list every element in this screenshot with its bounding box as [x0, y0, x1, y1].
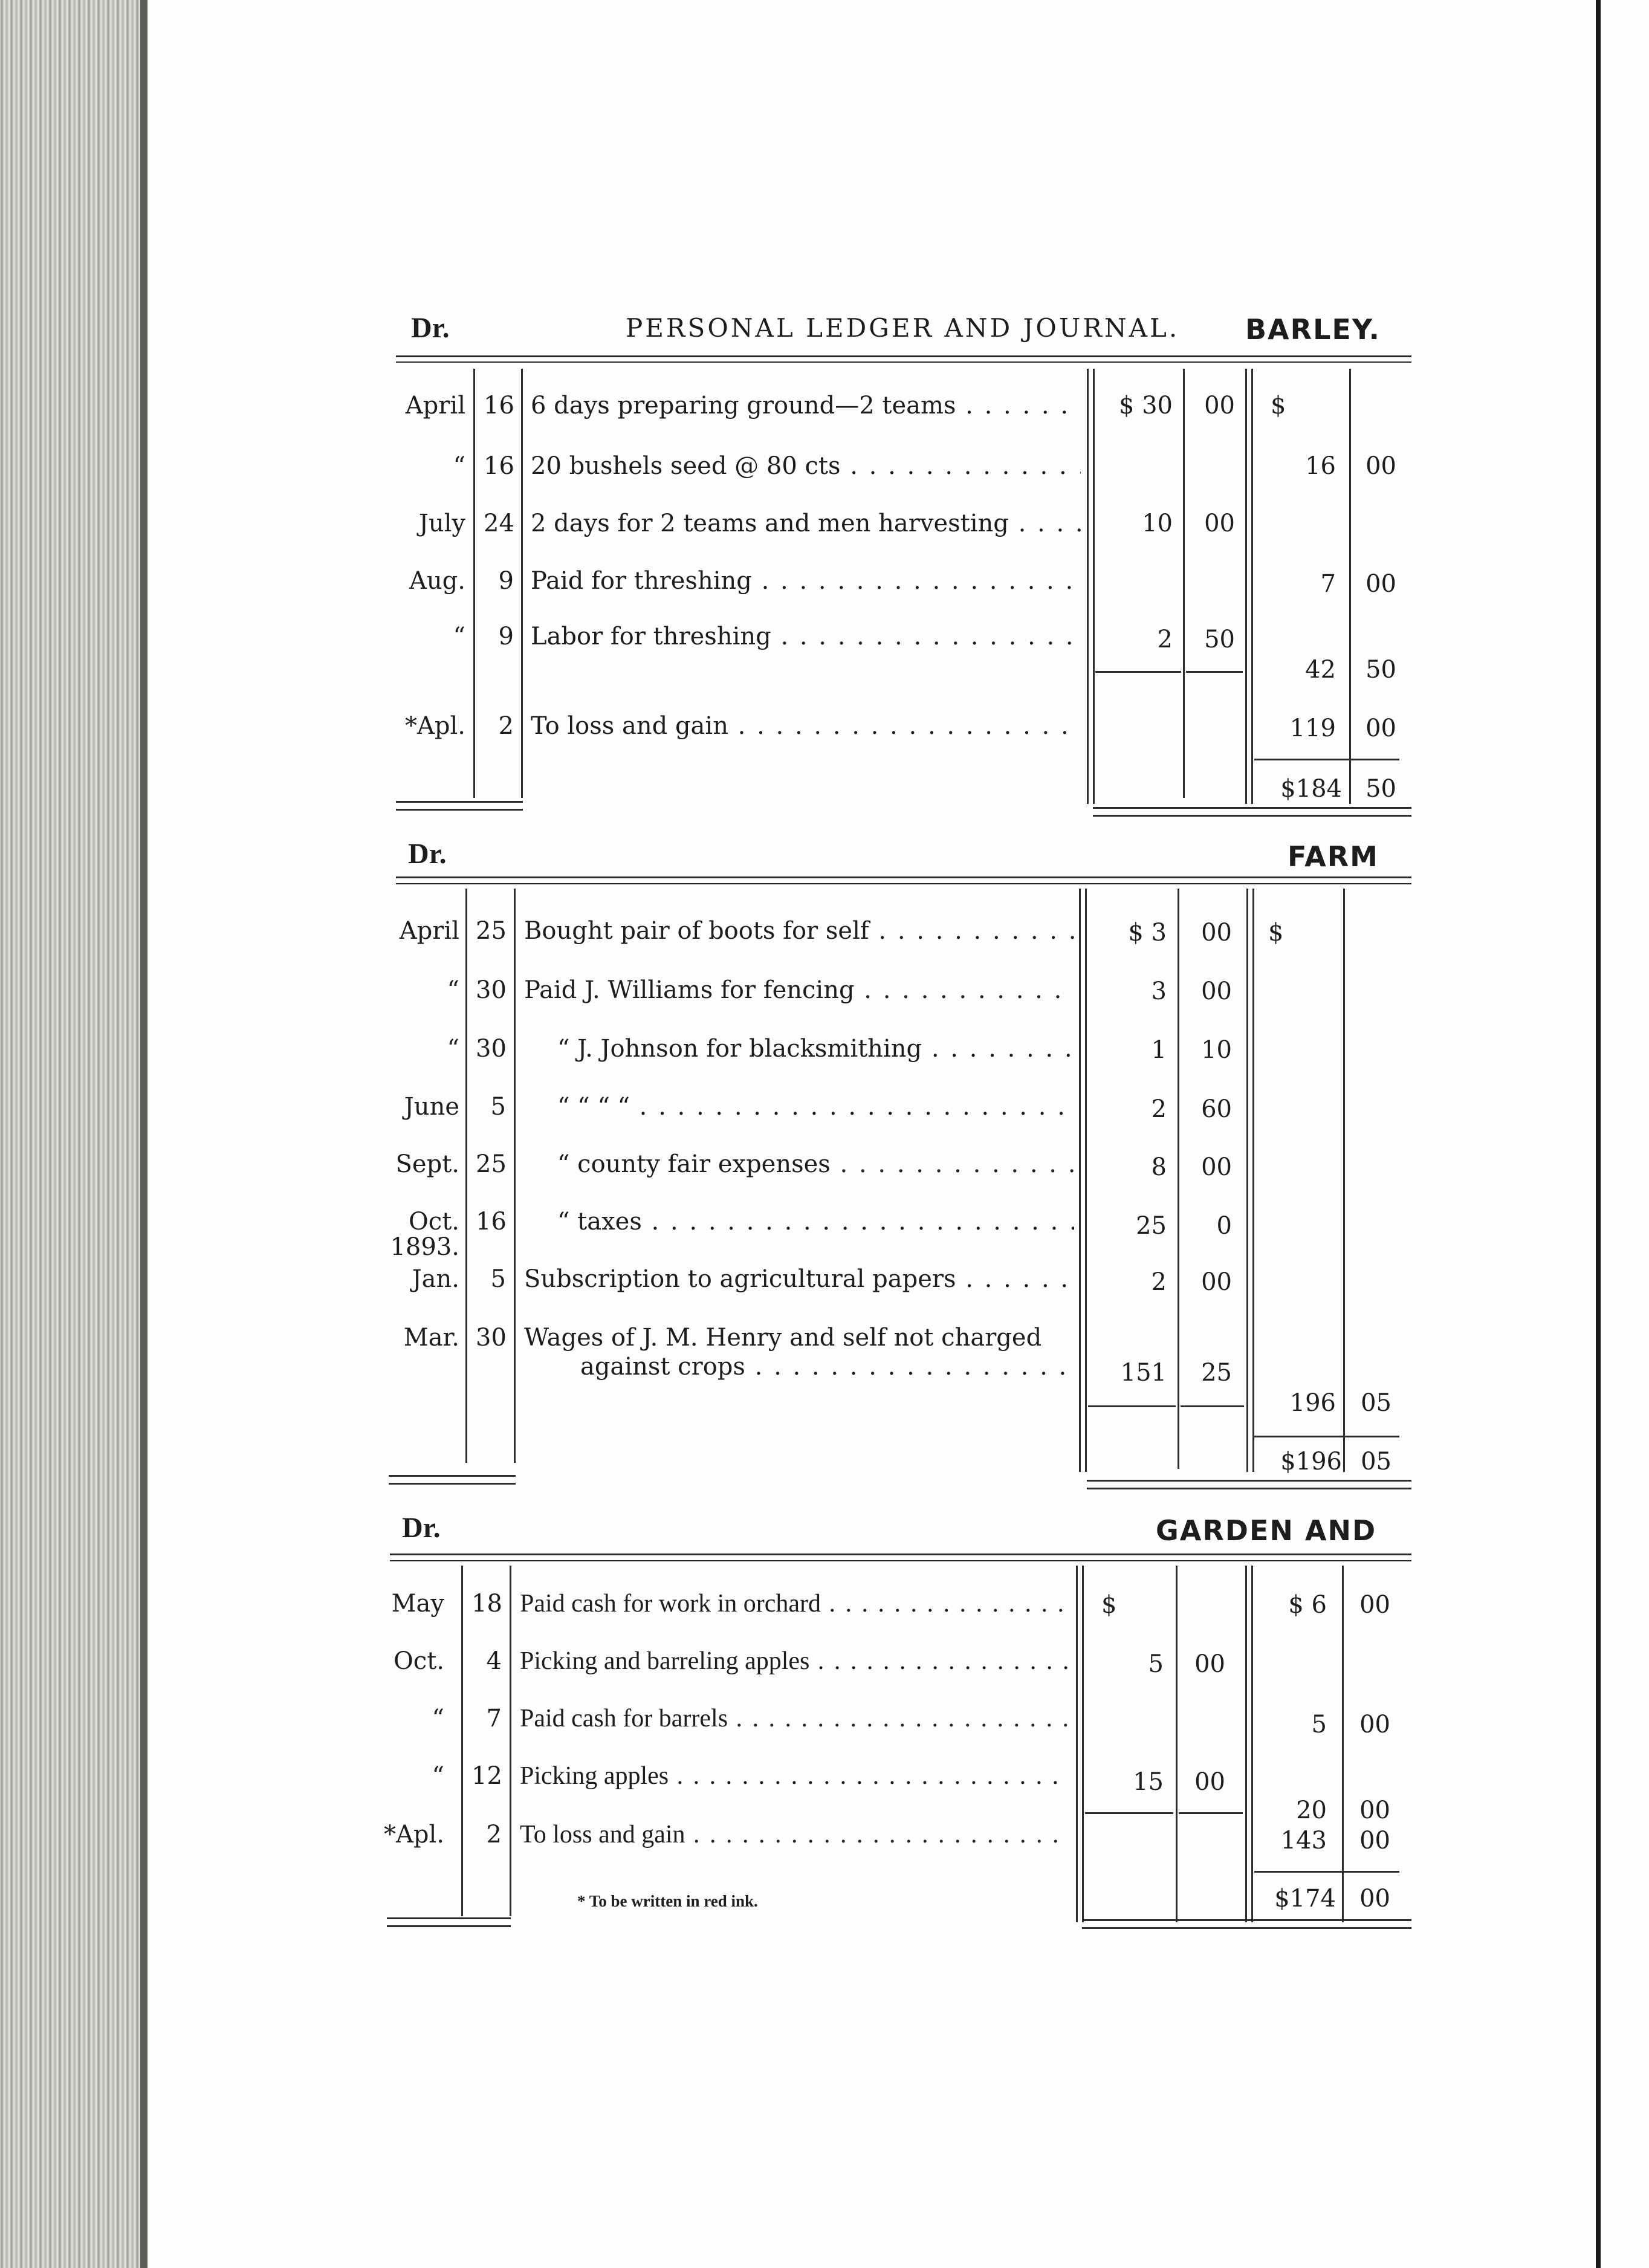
row-description: Bought pair of boots for self . . . [524, 917, 1074, 945]
subtotal-rule [1186, 671, 1243, 673]
total-dollars: $184 [1280, 775, 1342, 803]
row-description: “ “ “ “ . . . [524, 1093, 1074, 1121]
column-rule-cents [1183, 369, 1185, 798]
column-rule-date [473, 369, 475, 798]
row-month: July [418, 510, 465, 537]
row-day: 5 [490, 1265, 506, 1293]
row-month: “ [447, 1035, 459, 1063]
row-day: 24 [484, 510, 514, 537]
row-day: 7 [486, 1705, 502, 1732]
closing-rule-right [1082, 1919, 1411, 1929]
row-dollars: 151 [1120, 1359, 1167, 1387]
row-description: Picking and barreling apples . . . [520, 1647, 1070, 1675]
column-rule-date [465, 889, 467, 1463]
row-day: 25 [476, 1150, 507, 1178]
row-month: Aug. [409, 567, 465, 595]
account-title-barley: BARLEY. [1245, 313, 1381, 346]
page-title: PERSONAL LEDGER AND JOURNAL. [626, 313, 1180, 343]
header-rule [396, 355, 1411, 357]
row-day: 18 [471, 1590, 502, 1618]
row-description: 6 days preparing ground—2 teams . . . [531, 392, 1081, 420]
row-month: Oct. [394, 1647, 444, 1675]
section-rule [396, 876, 1411, 878]
subtotal-rule [1088, 1405, 1176, 1407]
column-rule-amount-2 [1251, 369, 1253, 804]
column-rule-desc-2 [1085, 889, 1087, 1472]
row-dollars: 25 [1136, 1212, 1167, 1240]
total-dollars: $196 [1280, 1448, 1342, 1476]
row-day: 30 [476, 1324, 507, 1352]
row-total-dollars: $ [1271, 392, 1286, 420]
header-rule-thin [396, 361, 1411, 363]
subtotal-cents: 00 [1359, 1797, 1390, 1824]
row-day: 16 [476, 1208, 507, 1236]
row-total-dollars: 7 [1320, 570, 1336, 598]
account-title-farm: FARM [1288, 840, 1379, 873]
column-rule-desc-2 [1093, 369, 1095, 804]
row-day: 9 [498, 623, 514, 650]
row-month: *Apl. [405, 712, 465, 740]
column-rule-cents [1176, 1566, 1178, 1922]
row-total-dollars: 143 [1280, 1827, 1327, 1855]
row-cents: 60 [1201, 1095, 1232, 1123]
column-rule-amount [1245, 1566, 1247, 1922]
row-month: Oct. [409, 1208, 459, 1236]
row-total-cents: 00 [1366, 452, 1396, 480]
row-cents: 00 [1201, 1268, 1232, 1296]
subtotal-rule [1085, 1812, 1173, 1814]
closing-rule-left [396, 801, 523, 811]
row-total-dollars: 119 [1289, 714, 1336, 742]
row-month: Mar. [403, 1324, 459, 1352]
closing-rule-right [1093, 807, 1411, 817]
column-rule-cents-2 [1349, 369, 1351, 804]
row-day: 9 [498, 567, 514, 595]
debit-label: Dr. [411, 312, 450, 344]
row-dollars: 1 [1151, 1036, 1167, 1064]
row-description: Paid for threshing . . . [531, 567, 1081, 595]
row-description-continued: against crops . . . [580, 1353, 1076, 1381]
row-day: 30 [476, 976, 507, 1004]
row-description: “ county fair expenses . . . [524, 1150, 1074, 1178]
row-month: Jan. [412, 1265, 459, 1293]
row-description: 20 bushels seed @ 80 cts . . . [531, 452, 1081, 480]
row-dollars: $ 3 [1128, 919, 1167, 947]
total-rule [1254, 1436, 1399, 1437]
subtotal-cents: 05 [1361, 1389, 1391, 1417]
row-month: April [399, 917, 459, 945]
row-cents: 00 [1194, 1768, 1225, 1796]
row-total-cents: 00 [1359, 1711, 1390, 1738]
row-cents: 00 [1201, 1153, 1232, 1181]
row-dollars: 2 [1157, 626, 1173, 653]
row-day: 2 [498, 712, 514, 740]
debit-label: Dr. [402, 1512, 441, 1544]
row-month: “ [432, 1705, 444, 1732]
column-rule-amount-2 [1251, 1566, 1253, 1922]
closing-rule-left [389, 1475, 516, 1485]
column-rule-amount-2 [1252, 889, 1254, 1472]
row-description: Subscription to agricultural papers . . . [524, 1265, 1074, 1293]
column-rule-amount [1245, 369, 1247, 804]
closing-rule-left [387, 1917, 511, 1927]
row-month: Sept. [395, 1150, 459, 1178]
row-description: Paid cash for work in orchard . . . [520, 1590, 1070, 1618]
column-rule-cents-2 [1343, 889, 1345, 1472]
row-description: Picking apples . . . [520, 1762, 1070, 1790]
total-cents: 05 [1361, 1448, 1391, 1476]
column-rule-cents [1178, 889, 1179, 1469]
row-total-cents: 00 [1366, 570, 1396, 598]
row-dollars: 10 [1142, 510, 1173, 537]
column-rule-amount [1246, 889, 1248, 1472]
row-total-cents: 00 [1366, 714, 1396, 742]
row-cents: 00 [1201, 919, 1232, 947]
row-total-cents: 00 [1359, 1591, 1390, 1619]
row-dollars: $ [1101, 1591, 1117, 1619]
column-rule-desc [1076, 1566, 1078, 1922]
column-rule-desc [1079, 889, 1081, 1472]
total-rule [1254, 1871, 1399, 1873]
row-month: “ [432, 1762, 444, 1790]
row-day: 2 [486, 1821, 502, 1848]
row-dollars: 8 [1151, 1153, 1167, 1181]
row-dollars: 15 [1133, 1768, 1164, 1796]
section-rule-thin [396, 883, 1411, 884]
facing-page-edge [1596, 0, 1649, 2268]
row-total-dollars: $ 6 [1288, 1591, 1327, 1619]
row-month: April [405, 392, 465, 420]
row-cents: 10 [1201, 1036, 1232, 1064]
subtotal-dollars: 196 [1289, 1389, 1336, 1417]
account-title-garden: GARDEN AND [1156, 1514, 1377, 1547]
row-cents: 00 [1204, 392, 1235, 420]
closing-rule-right [1087, 1480, 1411, 1489]
debit-label: Dr. [408, 838, 447, 870]
row-cents: 0 [1216, 1212, 1232, 1240]
book-spine-shadow [140, 0, 147, 2268]
row-dollars: 2 [1151, 1268, 1167, 1296]
total-rule [1254, 759, 1399, 760]
total-dollars: $174 [1274, 1885, 1336, 1913]
column-rule-day [510, 1566, 511, 1916]
row-description: Paid cash for barrels . . . [520, 1705, 1070, 1732]
row-day: 5 [490, 1093, 506, 1121]
row-dollars: 3 [1151, 977, 1167, 1005]
year-label: 1893. [390, 1233, 459, 1261]
section-rule-thin [390, 1560, 1411, 1561]
row-cents: 50 [1204, 626, 1235, 653]
row-dollars: 2 [1151, 1095, 1167, 1123]
column-rule-day [514, 889, 516, 1463]
row-description: Wages of J. M. Henry and self not charged [524, 1324, 1042, 1352]
total-cents: 50 [1366, 775, 1396, 803]
row-total-dollars: 5 [1311, 1711, 1327, 1738]
row-month: “ [453, 452, 465, 480]
row-description: Labor for threshing . . . [531, 623, 1081, 650]
subtotal-rule [1095, 671, 1181, 673]
row-total-dollars: 16 [1305, 452, 1336, 480]
row-day: 16 [484, 452, 514, 480]
column-rule-cents-2 [1342, 1566, 1344, 1922]
subtotal-rule [1181, 1405, 1244, 1407]
subtotal-cents: 50 [1366, 656, 1396, 684]
row-description: “ J. Johnson for blacksmithing . . . [524, 1035, 1074, 1063]
row-description: “ taxes . . . [524, 1208, 1074, 1236]
row-cents: 00 [1194, 1650, 1225, 1678]
total-cents: 00 [1359, 1885, 1390, 1913]
row-cents: 00 [1201, 977, 1232, 1005]
subtotal-dollars: 20 [1296, 1797, 1327, 1824]
column-rule-date [461, 1566, 463, 1916]
row-dollars: 5 [1148, 1650, 1164, 1678]
row-description: To loss and gain . . . [520, 1821, 1070, 1848]
row-day: 30 [476, 1035, 507, 1063]
row-day: 25 [476, 917, 507, 945]
row-day: 4 [486, 1647, 502, 1675]
section-rule [390, 1554, 1411, 1555]
row-cents: 00 [1204, 510, 1235, 537]
subtotal-dollars: 42 [1305, 656, 1336, 684]
row-description: To loss and gain . . . [531, 712, 1081, 740]
row-total-cents: 00 [1359, 1827, 1390, 1855]
row-description: Paid J. Williams for fencing . . . [524, 976, 1074, 1004]
subtotal-rule [1179, 1812, 1243, 1814]
footnote: * To be written in red ink. [577, 1892, 758, 1910]
row-description: 2 days for 2 teams and men harvesting . . . [531, 510, 1081, 537]
column-rule-day [521, 369, 523, 798]
row-day: 12 [471, 1762, 502, 1790]
row-dollars: $ 30 [1118, 392, 1173, 420]
row-month: “ [447, 976, 459, 1004]
column-rule-desc [1087, 369, 1089, 804]
row-total-dollars: $ [1268, 919, 1284, 947]
row-month: *Apl. [384, 1821, 444, 1848]
row-month: “ [453, 623, 465, 650]
row-cents: 25 [1201, 1359, 1232, 1387]
book-page-edges [0, 0, 145, 2268]
row-month: June [404, 1093, 459, 1121]
column-rule-desc-2 [1082, 1566, 1084, 1922]
row-month: May [391, 1590, 444, 1618]
row-day: 16 [484, 392, 514, 420]
